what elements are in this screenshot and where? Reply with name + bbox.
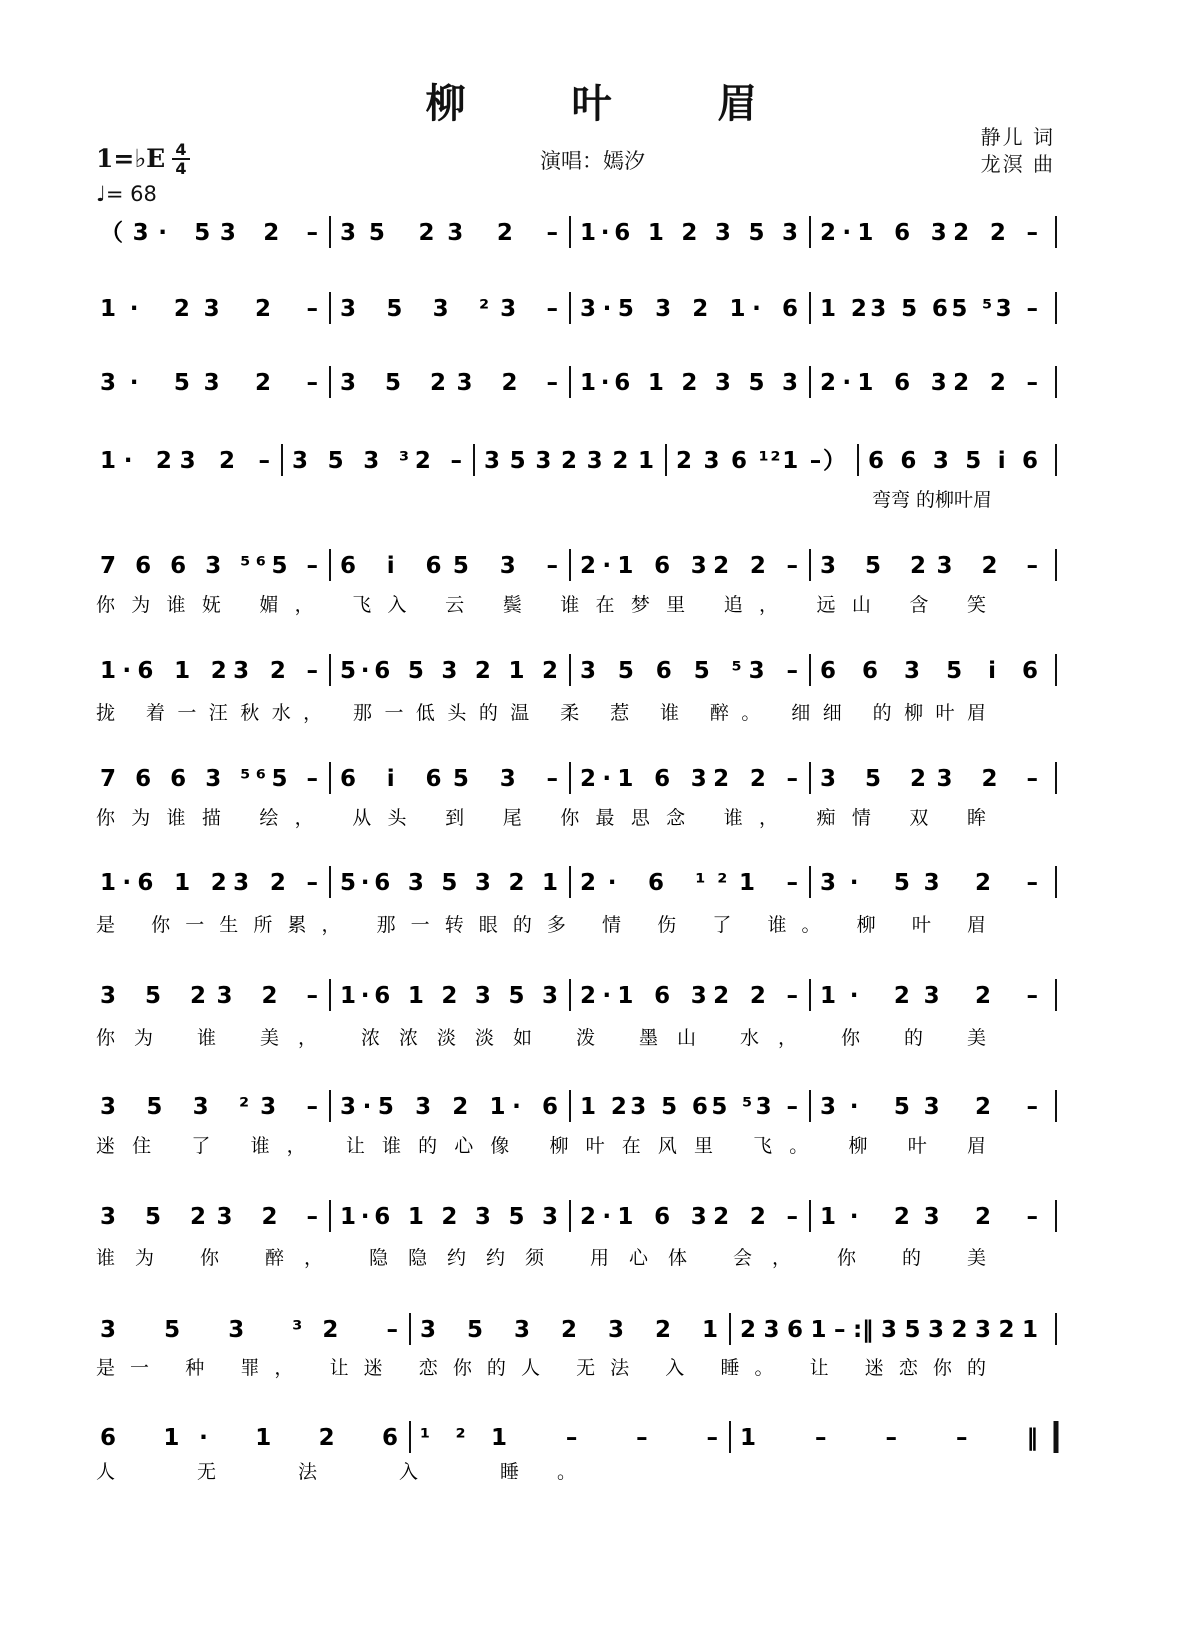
measure-notes: 2· 6 ¹²1 –	[580, 870, 798, 896]
measure-notes: 2·1 6 32 2 –	[580, 766, 798, 792]
measure-notes: ¹²1 – – –	[420, 1425, 718, 1451]
measure-notes: 3 5 23 2 –	[820, 766, 1038, 792]
song-title: 柳 叶 眉	[425, 81, 804, 127]
measure-notes: 3 5 3 2 3 2 1	[484, 448, 654, 474]
measure-notes: 6 i 65 3 –	[340, 766, 558, 792]
measure-notes: 3 5 23 2 –	[820, 553, 1038, 579]
key-signature: 1=♭E	[96, 144, 166, 173]
measure-notes: 1· 23 2 –	[100, 448, 270, 474]
measure-notes: 1 23 5 65 ⁵3 –	[820, 296, 1038, 322]
lyricist-credit: 静儿 词	[980, 125, 1055, 149]
lyric-line: 你为谁妩 媚， 飞入 云 鬓 谁在梦里 追， 远山 含 笑	[96, 594, 987, 616]
measure-notes: 3· 53 2 –	[820, 1094, 1038, 1120]
measure-notes: 3 5 3 ³2 –	[292, 448, 462, 474]
measure-notes: 2·1 6 32 2 –	[820, 370, 1038, 396]
measure-notes: 3·5 3 2 1· 6	[340, 1094, 558, 1120]
measure-notes: 3 5 23 2 –	[100, 983, 318, 1009]
measure-notes: 1·6 1 23 2 –	[100, 658, 318, 684]
measure-notes: 1 23 5 65 ⁵3 –	[580, 1094, 798, 1120]
lyric-line: 弯弯 的柳叶眉	[872, 489, 993, 511]
measure-notes: 1 – – – ‖	[740, 1425, 1038, 1451]
measure-notes: 7 6 6 3 ⁵⁶5 –	[100, 766, 318, 792]
measure-notes: 1·6 1 23 2 –	[100, 870, 318, 896]
measure-notes: 3· 53 2 –	[100, 370, 318, 396]
lyric-line: 是一 种 罪， 让迷 恋你的人 无法 入 睡。 让 迷恋你的	[96, 1357, 986, 1379]
composer-credit: 龙溟 曲	[980, 152, 1055, 176]
measure-notes: 3 5 3 2 3 2 1	[420, 1317, 718, 1343]
measure-notes: 1· 23 2 –	[100, 296, 318, 322]
measure-notes: 3· 53 2 –	[820, 870, 1038, 896]
measure-notes: 2·1 6 32 2 –	[580, 553, 798, 579]
measure-notes: 35 23 2 –	[340, 220, 558, 246]
measure-notes: 5·6 3 5 3 2 1	[340, 870, 558, 896]
measure-notes: 1· 23 2 –	[820, 1204, 1038, 1230]
singer-credit: 演唱：嫣汐	[540, 149, 645, 173]
measure-notes: 1·6 1 2 3 5 3	[580, 220, 798, 246]
measure-notes: 2·1 6 32 2 –	[820, 220, 1038, 246]
measure-notes: 6 6 3 5 i 6	[820, 658, 1038, 684]
measure-notes: 2 3 6 ¹²1 –）	[676, 448, 846, 474]
measure-notes: 5·6 5 3 2 1 2	[340, 658, 558, 684]
measure-notes: 6 6 3 5 i 6	[868, 448, 1038, 474]
time-sig-top: 4	[175, 140, 187, 159]
measure-notes: 1·6 1 2 3 5 3	[340, 983, 558, 1009]
measure-notes: 3 5 23 2 –	[340, 370, 558, 396]
lyric-line: 拢 着一汪秋水， 那一低头的温 柔 惹 谁 醉。 细细 的柳叶眉	[96, 702, 987, 724]
lyric-line: 是 你一生所累， 那一转眼的多 情 伤 了 谁。 柳 叶 眉	[96, 914, 986, 936]
measure-notes: 2 3 6 1 – :‖ 3 5 3 2 3 2 1	[740, 1317, 1038, 1343]
measure-notes: 2·1 6 32 2 –	[580, 983, 798, 1009]
measure-notes: 7 6 6 3 ⁵⁶5 –	[100, 553, 318, 579]
measure-notes: 6 1· 1 2 6	[100, 1425, 398, 1451]
lyric-line: 人 无 法 入 睡。	[96, 1461, 576, 1483]
lyric-line: 你为 谁 美， 浓浓淡淡如 泼 墨山 水， 你 的 美	[96, 1027, 987, 1049]
measure-notes: 3 5 3 ³2 –	[100, 1317, 398, 1343]
measure-notes: 6 i 65 3 –	[340, 553, 558, 579]
lyric-line: 迷住 了 谁， 让谁的心像 柳叶在风里 飞。 柳 叶 眉	[96, 1135, 986, 1157]
measure-notes: 2·1 6 32 2 –	[580, 1204, 798, 1230]
measure-notes: 3·5 3 2 1· 6	[580, 296, 798, 322]
lyric-line: 你为谁描 绘， 从头 到 尾 你最思念 谁， 痴情 双 眸	[96, 807, 987, 829]
lyric-line: 谁为 你 醉， 隐隐约约须 用心体 会， 你 的 美	[96, 1247, 987, 1269]
measure-notes: 3 5 3 ²3 –	[100, 1094, 318, 1120]
tempo-marking: ♩= 68	[96, 182, 157, 206]
measure-notes: 1·6 1 2 3 5 3	[340, 1204, 558, 1230]
measure-notes: 3 5 6 5 ⁵3 –	[580, 658, 798, 684]
measure-notes: 3 5 23 2 –	[100, 1204, 318, 1230]
measure-notes: 1· 23 2 –	[820, 983, 1038, 1009]
measure-notes: 1·6 1 2 3 5 3	[580, 370, 798, 396]
measure-notes: 3 5 3 ²3 –	[340, 296, 558, 322]
time-sig-bottom: 4	[175, 159, 187, 178]
measure-notes: （3· 53 2 –	[100, 220, 318, 246]
